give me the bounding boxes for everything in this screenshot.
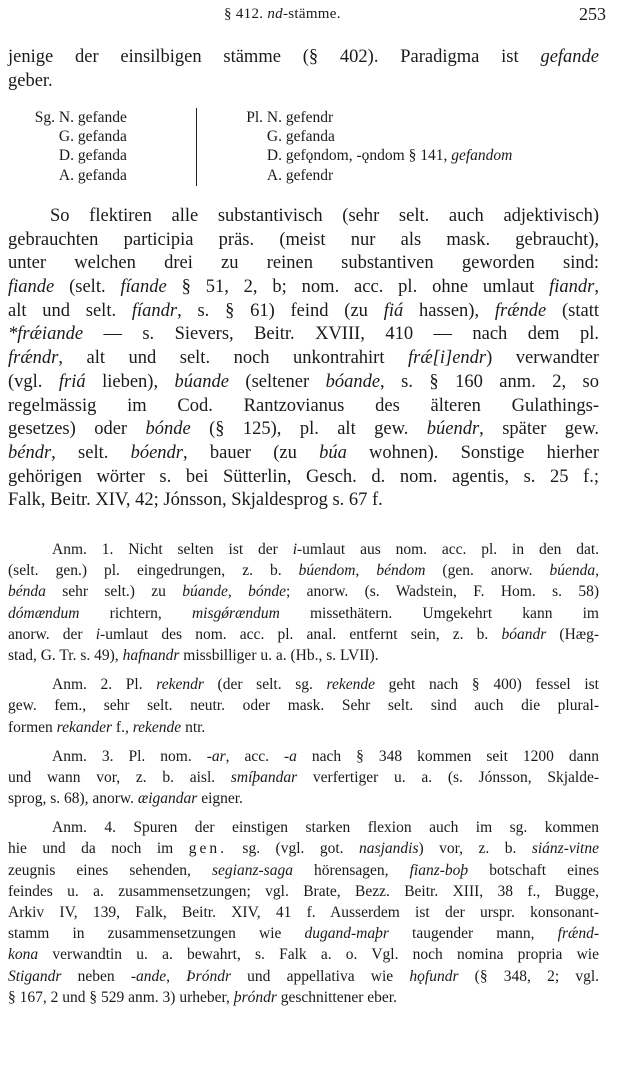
italic-text: þróndr xyxy=(233,988,277,1006)
text-line xyxy=(8,624,599,645)
text-run: gehörigen wörter s. bei Sütterlin, Gesch. d. nom. agentis, s. 25 f.; xyxy=(8,466,599,487)
text-line xyxy=(8,987,599,1008)
italic-text: *frǽiande xyxy=(8,324,84,345)
italic-text: bóandr xyxy=(501,625,547,643)
text-run: eigner. xyxy=(197,790,243,808)
text-line xyxy=(8,46,599,70)
text-line xyxy=(8,788,599,809)
section-title xyxy=(224,6,341,23)
text-line xyxy=(8,695,599,716)
paradigm-row xyxy=(30,127,127,147)
text-line xyxy=(8,276,599,300)
text-run: anorw. der xyxy=(8,625,96,643)
text-line xyxy=(8,674,599,695)
text-run: (§ 125), pl. alt gew. xyxy=(190,419,427,440)
italic-text: fiande xyxy=(8,277,55,298)
text-run: (gen. anorw. xyxy=(425,562,550,580)
text-line xyxy=(8,746,599,767)
text-run: So flektiren alle substantivisch (sehr selt. auch adjektivisch) xyxy=(50,206,599,226)
italic-text: frǽnd- xyxy=(557,925,600,943)
italic-text: fiá xyxy=(383,300,404,321)
italic-text: -ande xyxy=(130,967,167,985)
paradigm-row xyxy=(236,146,512,166)
italic-text: búande, bónde xyxy=(182,583,287,601)
running-header xyxy=(0,4,620,26)
italic-text: i xyxy=(95,625,101,643)
italic-text: rekende xyxy=(132,718,182,736)
paradigm-row xyxy=(30,108,127,128)
text-line xyxy=(8,539,599,560)
text-run: verfertiger u. a. (s. Jónsson, Skjalde- xyxy=(297,768,599,786)
text-line xyxy=(8,70,599,94)
case-label: A. xyxy=(266,167,282,184)
text-line xyxy=(8,418,599,442)
text-run: , s. § 160 anm. 2, so xyxy=(380,371,599,392)
text-line xyxy=(8,603,599,624)
text-run: unter welchen drei zu reinen substantiven geworden sind: xyxy=(8,253,599,274)
paradigm-row xyxy=(236,127,335,147)
text-run: Anm. 2. Pl. xyxy=(52,676,157,694)
case-label: G. xyxy=(58,128,74,145)
word-form: gefanda xyxy=(77,147,127,164)
text-run: , xyxy=(166,967,187,985)
text-line xyxy=(8,252,599,276)
text-run: stamm in zusammensetzungen wie xyxy=(8,925,305,943)
italic-text: dómændum xyxy=(8,604,80,622)
text-run: missbilliger u. a. (Hb., s. LVII). xyxy=(179,646,379,664)
text-run: regelmässig im Cod. Rantzovianus des älteren Gulathings- xyxy=(8,395,599,416)
text-run: sehr selt.) zu xyxy=(45,583,183,601)
text-run: (statt xyxy=(546,300,600,321)
italic-text: fiandr xyxy=(549,277,595,298)
text-run: Anm. 4. Spuren der einstigen starken flexion auch im sg. kommen xyxy=(52,819,599,837)
word-form: gefendr xyxy=(285,109,334,126)
italic-text: fianz-boþ xyxy=(409,861,469,879)
text-run: ; anorw. (s. Wadstein, F. Hom. s. 58) xyxy=(286,583,599,601)
text-line xyxy=(8,838,599,859)
italic-text: bénda xyxy=(8,583,46,601)
italic-text: fíande xyxy=(120,277,167,298)
text-line xyxy=(8,881,599,902)
paradigm-row xyxy=(30,146,127,166)
text-run: § 51, 2, b; nom. acc. pl. ohne umlaut xyxy=(166,277,550,298)
spaced-text: gen. xyxy=(188,840,227,858)
text-line xyxy=(8,717,599,738)
text-run: stad, G. Tr. s. 49), xyxy=(8,646,123,664)
italic-text: búendom, béndom xyxy=(298,562,426,580)
text-run: botschaft eines xyxy=(468,861,599,879)
italic-text: hafnandr xyxy=(122,646,180,664)
text-run: , selt. xyxy=(51,442,131,463)
note-anm-2 xyxy=(8,674,599,738)
paradigm-row xyxy=(236,108,333,128)
text-line xyxy=(8,817,599,838)
text-line xyxy=(8,205,599,229)
text-run: formen xyxy=(8,718,57,736)
text-run: , bauer (zu xyxy=(183,442,320,463)
text-run: (Hæg- xyxy=(546,625,600,643)
italic-text: frǽnde xyxy=(494,300,547,321)
text-line xyxy=(8,229,599,253)
text-run: Anm. 3. Pl. nom. xyxy=(52,747,207,765)
word-form: gefanda xyxy=(77,167,127,184)
text-run: Falk, Beitr. XIV, 42; Jónsson, Skjaldesprog s. 67 f. xyxy=(8,490,383,511)
text-line xyxy=(8,645,599,666)
case-label: D. xyxy=(58,147,74,164)
italic-text: bóendr xyxy=(130,442,184,463)
italic-text: búa xyxy=(319,442,347,463)
text-run: , alt und selt. noch unkontrahirt xyxy=(58,348,408,369)
text-run: wohnen). Sonstige hierher xyxy=(346,442,599,463)
text-run: richtern, xyxy=(79,604,192,622)
italic-text: búande xyxy=(174,371,229,392)
text-run: nach § 348 kommen seit 1200 dann xyxy=(296,747,600,765)
text-line xyxy=(8,902,599,923)
text-run: ) verwandter xyxy=(486,348,599,369)
word-form: gefanda xyxy=(77,128,127,145)
text-run: (vgl. xyxy=(8,371,59,392)
text-run: Anm. 1. Nicht selten ist der xyxy=(52,541,293,558)
text-run: hassen), xyxy=(403,300,495,321)
word-form-variant: gefandom xyxy=(451,147,513,164)
text-run: hörensagen, xyxy=(292,861,410,879)
paradigm-row xyxy=(30,166,127,186)
text-run: , acc. xyxy=(225,747,285,765)
text-run: § 167, 2 und § 529 anm. 3) urheber, xyxy=(8,988,234,1006)
text-run: sg. (vgl. got. xyxy=(226,840,360,858)
text-line xyxy=(8,581,599,602)
text-run: gebrauchten participia präs. (meist nur als mask. gebraucht), xyxy=(8,229,599,250)
text-line xyxy=(8,489,599,513)
text-line xyxy=(8,347,599,371)
text-run: geschnittener eber. xyxy=(276,988,397,1006)
italic-text: siánz-vitne xyxy=(531,840,599,858)
text-line xyxy=(8,323,599,347)
text-line xyxy=(8,371,599,395)
text-line xyxy=(8,966,599,987)
text-run: missethätern. Umgekehrt kann im xyxy=(279,604,599,622)
text-run: verwandtin u. a. bewahrt, s. Falk a. o. Vgl. noch nomina propria wie xyxy=(38,946,599,964)
italic-text: segianz-saga xyxy=(212,861,293,879)
text-run: und wann vor, z. b. aisl. xyxy=(8,768,231,786)
notes-section xyxy=(8,539,599,1008)
paradigm-row xyxy=(236,166,333,186)
word-form: gefanda xyxy=(285,128,335,145)
word-form: gefande xyxy=(77,109,127,126)
case-label: G. xyxy=(266,128,282,145)
text-run: feindes u. a. zusammensetzungen; vgl. Brate, Bezz. Beitr. XIII, 38 f., Bugge, xyxy=(8,882,599,900)
italic-text: misgǿrændum xyxy=(191,604,280,622)
main-paragraph xyxy=(8,205,599,513)
text-line xyxy=(8,767,599,788)
italic-text: gefande xyxy=(540,47,599,67)
paragraph xyxy=(8,205,599,513)
italic-text: bónde xyxy=(145,419,191,440)
title-rest: -stämme. xyxy=(282,6,341,22)
text-run: f., xyxy=(112,718,133,736)
text-line xyxy=(8,860,599,881)
italic-text: rekende xyxy=(326,676,376,694)
note-anm-3 xyxy=(8,746,599,810)
note-anm-1 xyxy=(8,539,599,666)
italic-text: smíþandar xyxy=(230,768,298,786)
case-label: Sg. N. xyxy=(34,109,74,126)
text-run: (der selt. sg. xyxy=(203,676,327,694)
italic-text: Þróndr xyxy=(186,967,231,985)
case-label: Pl. N. xyxy=(246,109,282,126)
text-run: sprog, s. 68), anorw. xyxy=(8,790,138,808)
text-run: (§ 348, 2; vgl. xyxy=(458,967,600,985)
text-run: ntr. xyxy=(181,718,206,736)
section-number: § 412. xyxy=(224,6,264,22)
italic-text: kona xyxy=(8,946,39,964)
italic-text: béndr xyxy=(8,442,52,463)
italic-text: rekander xyxy=(56,718,113,736)
text-run: -umlaut aus nom. acc. pl. in den dat. xyxy=(297,541,600,558)
italic-text: rekendr xyxy=(156,676,204,694)
text-run: , später gew. xyxy=(479,419,600,440)
text-run: — s. Sievers, Beitr. XVIII, 410 — nach dem pl. xyxy=(83,324,599,345)
text-run: hie und da noch im xyxy=(8,840,189,858)
italic-text: bóande xyxy=(325,371,381,392)
text-run: gesetzes) oder xyxy=(8,419,146,440)
italic-text: búenda, xyxy=(549,562,599,580)
italic-text: hǫfundr xyxy=(409,967,459,985)
italic-text: frǽndr xyxy=(8,348,59,369)
word-form: gefǫndom, -ǫndom § 141, xyxy=(285,147,452,164)
text-line xyxy=(8,923,599,944)
text-run: -umlaut des nom. acc. pl. anal. entfernt sein, z. b. xyxy=(100,625,502,643)
text-line xyxy=(8,944,599,965)
italic-text: æigandar xyxy=(137,790,198,808)
text-line xyxy=(8,442,599,466)
text-run: gew. fem., sehr selt. neutr. oder mask. Sehr selt. sind auch die plural- xyxy=(8,697,599,715)
intro-paragraph xyxy=(8,46,599,93)
text-run: (selt. gen.) pl. eingedrungen, z. b. xyxy=(8,562,299,580)
text-run: (seltener xyxy=(228,371,326,392)
note-anm-4 xyxy=(8,817,599,1008)
text-run: lieben), xyxy=(85,371,175,392)
italic-text: fíandr xyxy=(131,300,178,321)
case-label: D. xyxy=(266,147,282,164)
italic-text: i xyxy=(292,541,297,558)
italic-text: Stigandr xyxy=(8,967,62,985)
title-italic: nd xyxy=(267,6,283,22)
text-run: taugender mann, xyxy=(388,925,558,943)
text-run: geht nach § 400) fessel ist xyxy=(375,676,599,694)
text-run: jenige der einsilbigen stämme (§ 402). Paradigma ist xyxy=(8,47,541,67)
italic-text: -ar xyxy=(206,747,226,765)
page-number: 253 xyxy=(579,4,606,24)
text-run: Arkiv IV, 139, Falk, Beitr. XIV, 41 f. Ausserdem ist der urspr. konsonant- xyxy=(8,904,599,921)
text-run: ) vor, z. b. xyxy=(418,840,532,858)
text-run: zeugnis eines sehenden, xyxy=(8,861,212,879)
italic-text: -a xyxy=(284,747,297,765)
text-line xyxy=(8,300,599,324)
text-line xyxy=(8,395,599,419)
text-run: , xyxy=(594,277,599,298)
text-run: neben xyxy=(61,967,131,985)
paragraph xyxy=(8,46,599,93)
italic-text: dugand-maþr xyxy=(304,925,389,943)
case-label: A. xyxy=(58,167,74,184)
text-run: alt und selt. xyxy=(8,300,132,321)
text-line xyxy=(8,560,599,581)
italic-text: friá xyxy=(58,371,86,392)
text-run: , s. § 61) feind (zu xyxy=(177,300,384,321)
word-form: gefendr xyxy=(285,167,334,184)
text-run: und appellativa wie xyxy=(230,967,410,985)
italic-text: frǽ[i]endr xyxy=(407,348,487,369)
column-divider xyxy=(196,108,197,186)
text-run: geber. xyxy=(8,70,53,91)
text-line xyxy=(8,466,599,490)
italic-text: búendr xyxy=(426,419,480,440)
italic-text: nasjandis xyxy=(359,840,419,858)
text-run: (selt. xyxy=(54,277,121,298)
